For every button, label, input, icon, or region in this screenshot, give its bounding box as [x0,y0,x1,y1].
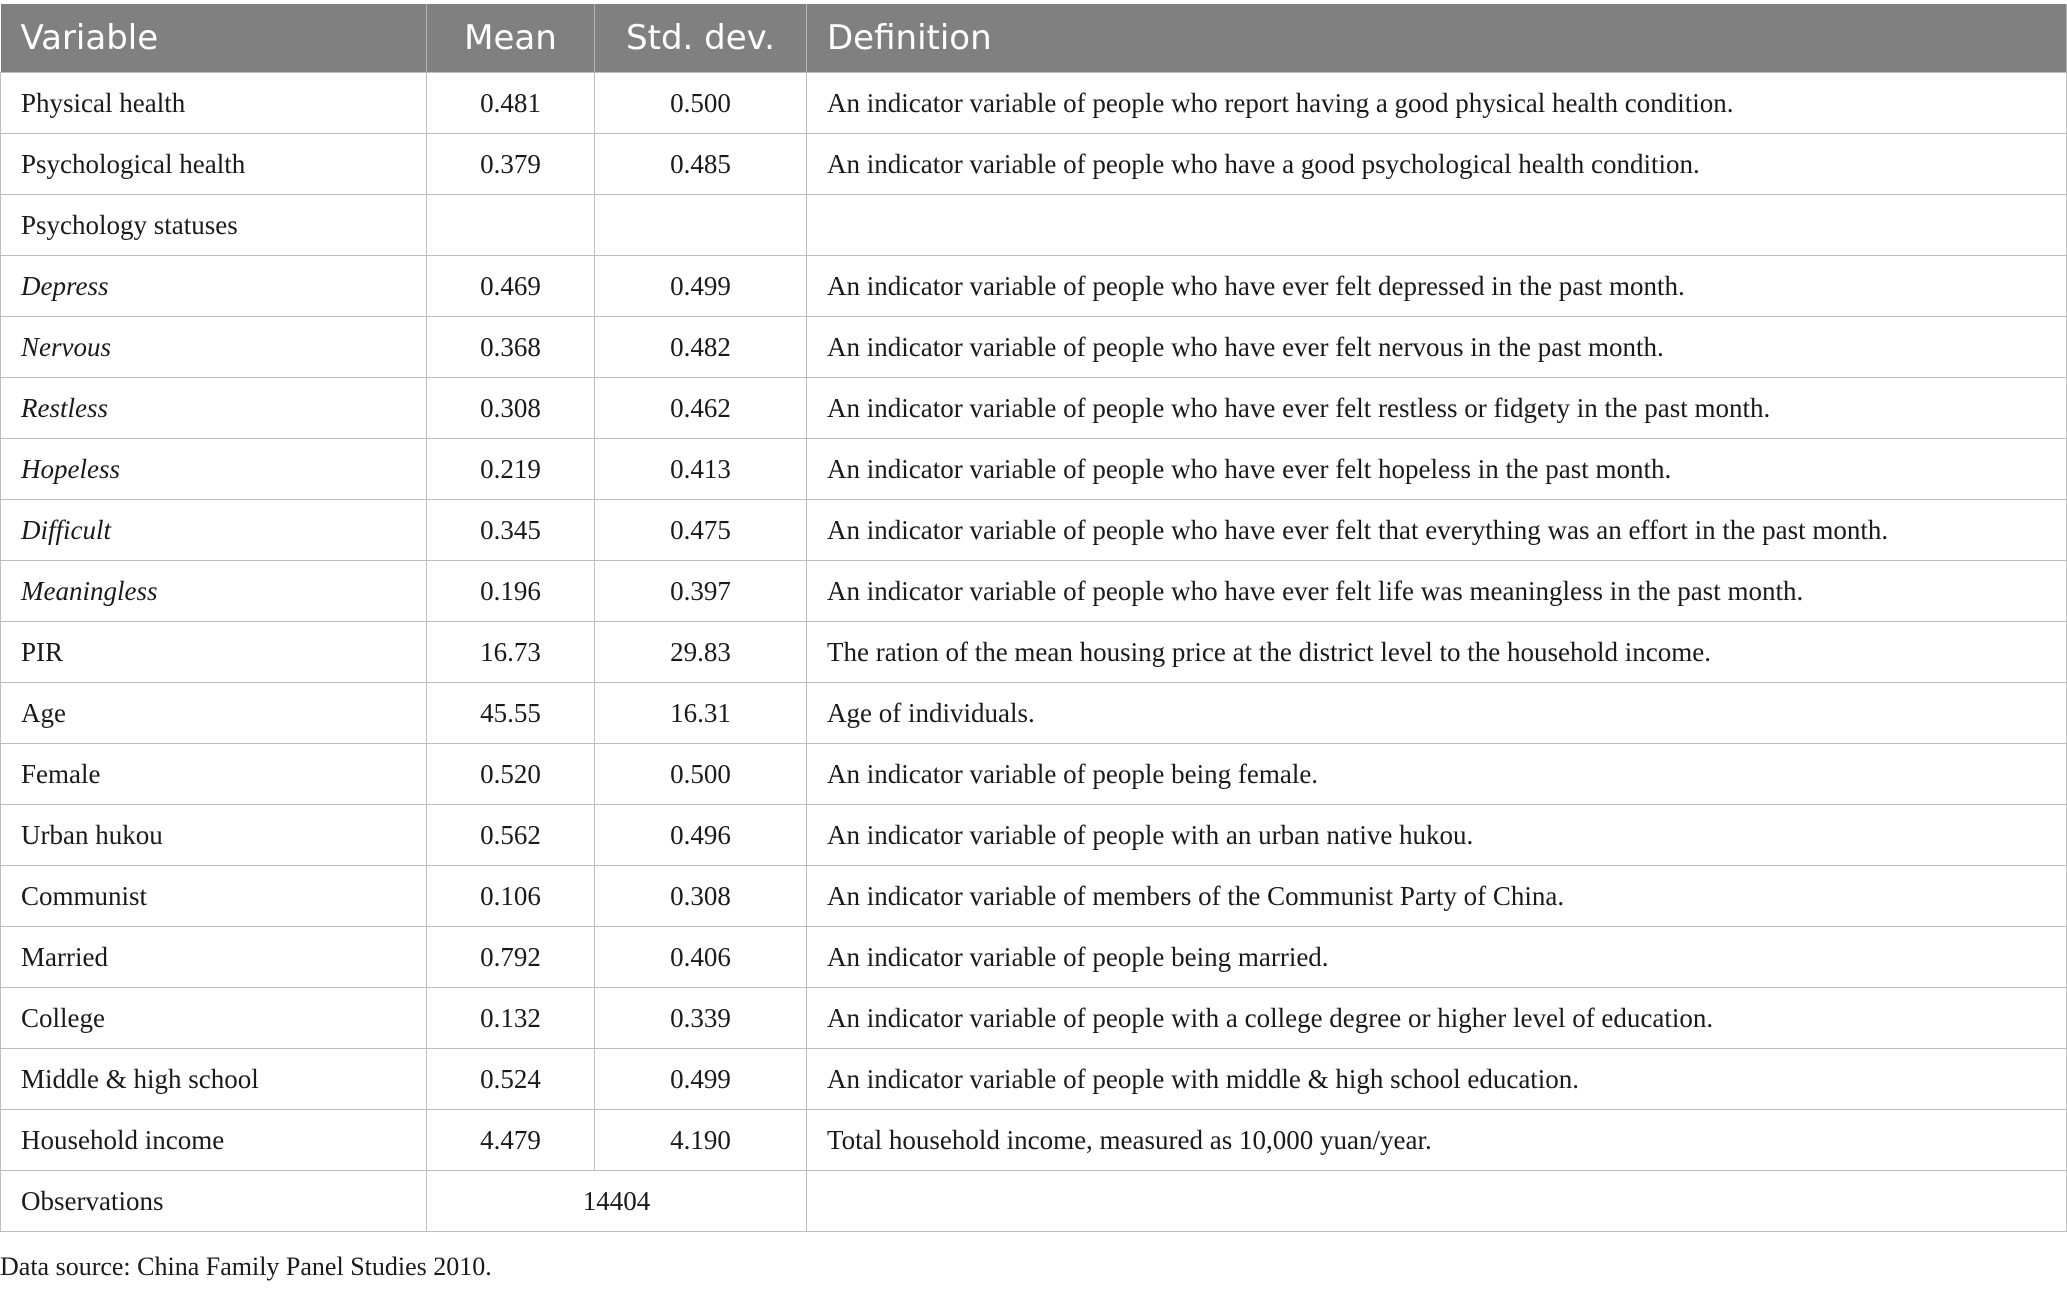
cell-mean: 0.345 [427,500,595,561]
table-row [1,622,2067,683]
table-row [1,744,2067,805]
cell-variable: Psychology statuses [1,195,427,256]
cell-std-dev [595,195,807,256]
cell-mean: 0.132 [427,988,595,1049]
cell-variable: College [1,988,427,1049]
cell-variable: Restless [1,378,427,439]
cell-variable: Nervous [1,317,427,378]
table-row [1,561,2067,622]
cell-std-dev: 0.397 [595,561,807,622]
cell-mean: 0.368 [427,317,595,378]
cell-definition: An indicator variable of people who report having a good physical health condition. [807,73,2067,134]
cell-std-dev: 0.413 [595,439,807,500]
table-row [1,683,2067,744]
table-row [1,1049,2067,1110]
cell-variable: Female [1,744,427,805]
cell-variable: PIR [1,622,427,683]
cell-std-dev: 0.496 [595,805,807,866]
observations-value: 14404 [427,1171,807,1232]
table-row [1,866,2067,927]
cell-definition: An indicator variable of people who have ever felt restless or fidgety in the past month. [807,378,2067,439]
cell-definition: An indicator variable of people with a college degree or higher level of education. [807,988,2067,1049]
cell-definition: The ration of the mean housing price at the district level to the household income. [807,622,2067,683]
cell-definition: An indicator variable of people with an urban native hukou. [807,805,2067,866]
cell-definition: An indicator variable of people who have a good psychological health condition. [807,134,2067,195]
source-note: Data source: China Family Panel Studies 2010. [0,1252,492,1281]
cell-mean: 0.196 [427,561,595,622]
summary-statistics-table [0,4,2067,1232]
cell-variable: Communist [1,866,427,927]
cell-std-dev: 0.485 [595,134,807,195]
cell-std-dev: 0.462 [595,378,807,439]
cell-definition: An indicator variable of people being female. [807,744,2067,805]
table-row [1,805,2067,866]
cell-definition: An indicator variable of people who have ever felt that everything was an effort in the past month. [807,500,2067,561]
table-row [1,500,2067,561]
cell-definition: An indicator variable of members of the Communist Party of China. [807,866,2067,927]
cell-std-dev: 0.499 [595,256,807,317]
cell-std-dev: 0.475 [595,500,807,561]
header-mean: Mean [427,4,595,73]
observations-definition [807,1171,2067,1232]
cell-variable: Meaningless [1,561,427,622]
cell-definition: Total household income, measured as 10,000 yuan/year. [807,1110,2067,1171]
cell-std-dev: 0.339 [595,988,807,1049]
header-variable: Variable [1,4,427,73]
table-row [1,256,2067,317]
cell-std-dev: 0.308 [595,866,807,927]
cell-std-dev: 0.406 [595,927,807,988]
cell-variable: Hopeless [1,439,427,500]
table-row [1,1110,2067,1171]
cell-mean: 0.106 [427,866,595,927]
cell-definition: An indicator variable of people with middle & high school education. [807,1049,2067,1110]
cell-std-dev: 0.499 [595,1049,807,1110]
cell-std-dev: 29.83 [595,622,807,683]
cell-std-dev: 0.500 [595,73,807,134]
table-row [1,317,2067,378]
cell-variable: Urban hukou [1,805,427,866]
table-header-row [1,4,2067,73]
cell-variable: Age [1,683,427,744]
cell-definition: An indicator variable of people who have ever felt nervous in the past month. [807,317,2067,378]
observations-label: Observations [1,1171,427,1232]
table-row [1,195,2067,256]
table-row [1,73,2067,134]
cell-mean: 0.481 [427,73,595,134]
cell-variable: Married [1,927,427,988]
cell-mean: 0.792 [427,927,595,988]
cell-std-dev: 16.31 [595,683,807,744]
cell-variable: Household income [1,1110,427,1171]
header-std-dev: Std. dev. [595,4,807,73]
cell-mean: 0.469 [427,256,595,317]
table-row [1,378,2067,439]
cell-mean: 0.219 [427,439,595,500]
table-row [1,988,2067,1049]
cell-definition: An indicator variable of people who have ever felt life was meaningless in the past month. [807,561,2067,622]
cell-variable: Physical health [1,73,427,134]
header-definition: Definition [807,4,2067,73]
cell-mean: 0.308 [427,378,595,439]
cell-mean: 0.520 [427,744,595,805]
table-row [1,439,2067,500]
cell-mean: 0.562 [427,805,595,866]
cell-definition: Age of individuals. [807,683,2067,744]
cell-mean: 0.524 [427,1049,595,1110]
cell-definition: An indicator variable of people who have ever felt hopeless in the past month. [807,439,2067,500]
cell-variable: Difficult [1,500,427,561]
cell-std-dev: 0.482 [595,317,807,378]
cell-mean: 0.379 [427,134,595,195]
cell-variable: Depress [1,256,427,317]
cell-mean: 4.479 [427,1110,595,1171]
cell-definition: An indicator variable of people being married. [807,927,2067,988]
cell-mean: 45.55 [427,683,595,744]
cell-mean [427,195,595,256]
summary-statistics-table-container [0,4,2066,1232]
table-row [1,927,2067,988]
cell-mean: 16.73 [427,622,595,683]
cell-std-dev: 4.190 [595,1110,807,1171]
table-row [1,134,2067,195]
cell-definition: An indicator variable of people who have ever felt depressed in the past month. [807,256,2067,317]
cell-variable: Psychological health [1,134,427,195]
cell-std-dev: 0.500 [595,744,807,805]
cell-variable: Middle & high school [1,1049,427,1110]
observations-row [1,1171,2067,1232]
cell-definition [807,195,2067,256]
